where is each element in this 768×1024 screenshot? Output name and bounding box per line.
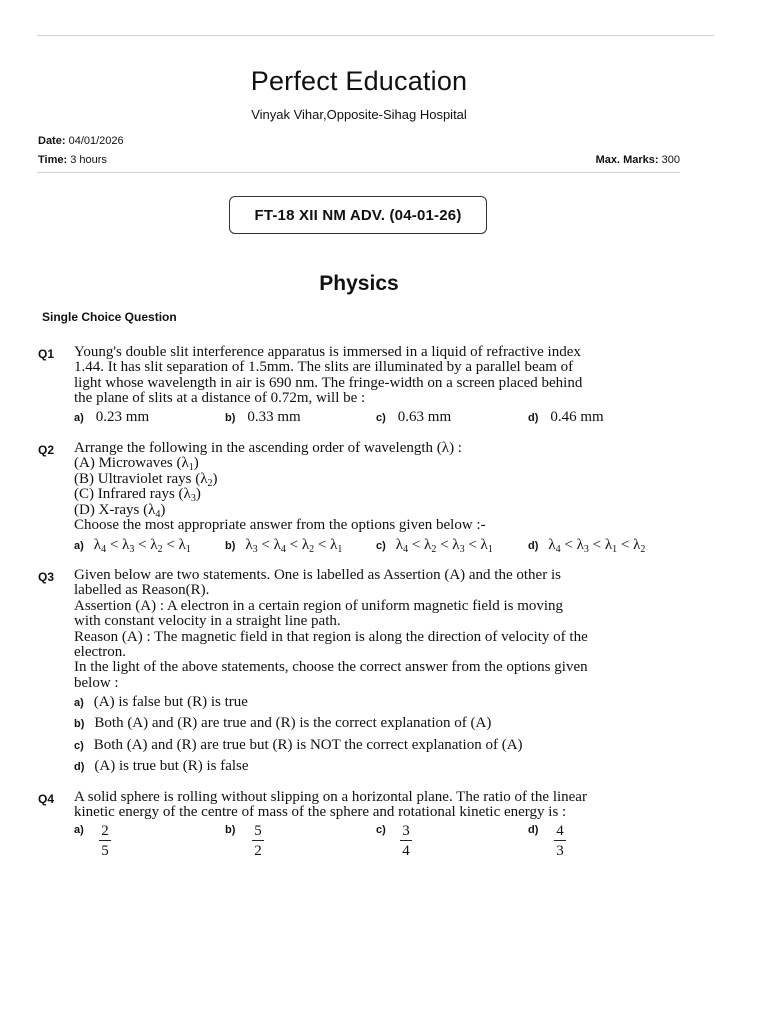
test-name-box (229, 196, 487, 234)
option-text: Both (A) and (R) are true and (R) is the correct explanation of (A) (94, 715, 492, 731)
question-text (74, 345, 684, 407)
question-line: Choose the most appropriate answer from the options given below :- (74, 517, 486, 534)
question-line: with constant velocity in a straight line path. (74, 613, 341, 630)
option-c[interactable] (376, 408, 451, 426)
option-c[interactable]: c) Both (A) and (R) are true but (R) is NOT the correct explanation of (A) (74, 737, 523, 753)
option-b[interactable] (225, 408, 301, 426)
max-marks (596, 154, 680, 166)
header-divider (37, 172, 680, 173)
question-line: kinetic energy of the centre of mass of the sphere and rotational kinetic energy is : (74, 804, 567, 821)
option-d[interactable]: d) $\lambda_4 < \lambda_3 < \lambda_1 < \lambda_2$ (528, 537, 646, 555)
list-item: (D) X-rays $(\lambda_4)$ (74, 501, 166, 520)
list-item: (C) Infrared rays $(\lambda_3)$ (74, 486, 201, 505)
question-number: Q4 (38, 792, 55, 806)
question-line: electron. (74, 644, 127, 661)
top-divider (37, 35, 714, 36)
subject-heading: Physics (319, 272, 399, 295)
option-label: c) (376, 412, 386, 424)
test-name: FT-18 XII NM ADV. (04-01-26) (254, 206, 462, 224)
question-line: In the light of the above statements, choose the correct answer from the options given (74, 659, 588, 676)
question-line: Assertion (A) : A electron in a certain region of uniform magnetic field is moving (74, 597, 564, 614)
option-c-fraction[interactable]: 3 4 (399, 823, 413, 860)
institute-title: Perfect Education (250, 66, 468, 96)
option-label: a) (74, 412, 84, 424)
question-line: Arrange the following in the ascending order of wavelength (λ) : (74, 440, 462, 456)
question-text (74, 790, 684, 821)
option-a-fraction[interactable]: 2 5 (98, 823, 112, 860)
section-heading: Single Choice Question (42, 310, 177, 324)
time-value: 3 hours (70, 154, 107, 166)
list-item: (B) Ultraviolet rays $(\lambda_2)$ (74, 470, 218, 489)
question-number: Q3 (38, 570, 55, 584)
option-d[interactable] (528, 408, 604, 426)
date-label: Date: (38, 135, 66, 147)
option-d[interactable]: d) (A) is true but (R) is false (74, 758, 249, 774)
question-number: Q2 (38, 443, 55, 457)
question-line: Reason (A) : The magnetic field in that region is along the direction of velocity of the (74, 628, 588, 645)
question-line: below : (74, 674, 119, 691)
option-text: $\lambda_3 < \lambda_4 < \lambda_2 < \lambda_1$ (245, 537, 343, 555)
option-text: 0.23 mm (95, 409, 150, 425)
exam-date (38, 135, 124, 147)
option-text: $\lambda_4 < \lambda_3 < \lambda_1 < \lambda_2$ (548, 537, 646, 555)
option-b[interactable]: b) $\lambda_3 < \lambda_4 < \lambda_2 < \lambda_1$ (225, 537, 343, 555)
question-line: Young's double slit interference apparatus is immersed in a liquid of refractive index (74, 344, 581, 360)
option-label: d) (528, 412, 539, 424)
question-text (74, 441, 684, 533)
question-line: 1.44. It has slit separation of 1.5mm. The slits are illuminated by a parallel beam of (74, 359, 574, 376)
option-a[interactable]: a) $\lambda_4 < \lambda_3 < \lambda_2 < \lambda_1$ (74, 537, 191, 555)
option-text: 0.33 mm (247, 409, 301, 425)
question-line: labelled as Reason(R). (74, 582, 210, 599)
option-text: (A) is true but (R) is false (94, 758, 249, 774)
option-b-fraction[interactable]: 5 2 (251, 823, 265, 860)
question-line: A solid sphere is rolling without slipping on a horizontal plane. The ratio of the linear (74, 789, 587, 805)
option-text: $\lambda_4 < \lambda_2 < \lambda_3 < \lambda_1$ (395, 537, 493, 555)
option-a-label[interactable]: a) (74, 824, 84, 836)
question-line: the plane of slits at a distance of 0.72m, will be : (74, 390, 366, 407)
option-text: (A) is false but (R) is true (93, 694, 248, 710)
option-d-label[interactable]: d) (528, 824, 539, 836)
question-text (74, 568, 684, 691)
option-text: Both (A) and (R) are true but (R) is NOT the correct explanation of (A) (93, 737, 523, 753)
marks-value: 300 (661, 154, 680, 166)
date-value: 04/01/2026 (68, 135, 124, 147)
time-label: Time: (38, 154, 68, 166)
option-c-label[interactable]: c) (376, 824, 386, 836)
question-number: Q1 (38, 347, 55, 361)
institute-address: Vinyak Vihar,Opposite-Sihag Hospital (251, 107, 467, 122)
option-c[interactable]: c) $\lambda_4 < \lambda_2 < \lambda_3 < \lambda_1$ (376, 537, 493, 555)
option-text: 0.63 mm (397, 409, 452, 425)
marks-label: Max. Marks: (595, 154, 659, 166)
option-b-label[interactable]: b) (225, 824, 236, 836)
option-d-fraction[interactable]: 4 3 (553, 823, 567, 860)
list-item: (A) Microwaves $(\lambda_1)$ (74, 455, 199, 474)
option-a[interactable] (74, 408, 149, 426)
question-line: Given below are two statements. One is labelled as Assertion (A) and the other is (74, 567, 561, 583)
exam-time (38, 154, 107, 166)
option-text: $\lambda_4 < \lambda_3 < \lambda_2 < \lambda_1$ (93, 537, 191, 555)
question-line: light whose wavelength in air is 690 nm. The fringe-width on a screen placed behind (74, 374, 583, 391)
option-text: 0.46 mm (550, 409, 604, 425)
option-b[interactable]: b) Both (A) and (R) are true and (R) is the correct explanation of (A) (74, 715, 492, 731)
option-a[interactable]: a) (A) is false but (R) is true (74, 694, 248, 710)
option-label: b) (225, 412, 236, 424)
